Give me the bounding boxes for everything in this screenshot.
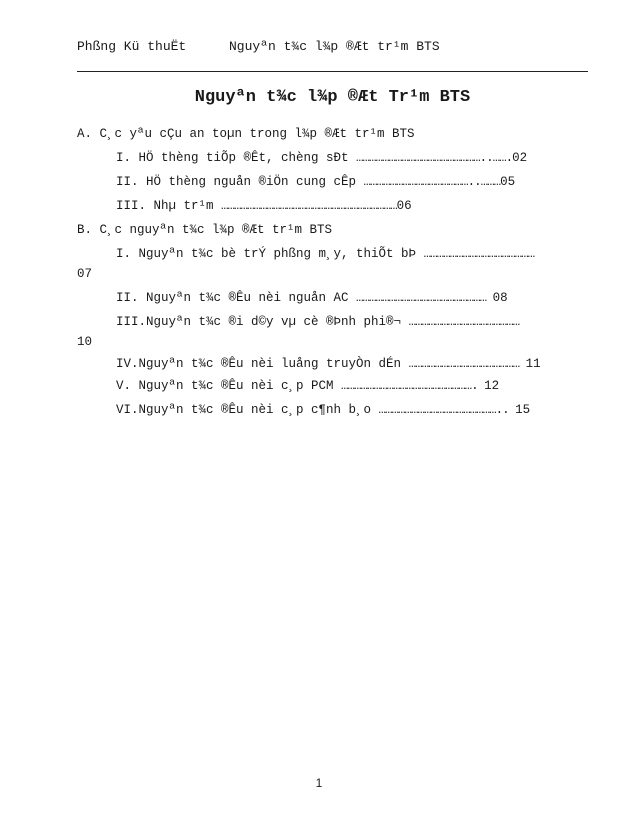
toc-entry-a2 (116, 174, 515, 190)
toc-leader: ……………………………………………………. (341, 379, 485, 393)
toc-entry-text: IV.Nguyªn t¾c ®Êu nèi luång truyÒn dÉn (116, 357, 409, 371)
toc-leader: …………………………………………… (408, 357, 526, 371)
toc-entry-text: V. Nguyªn t¾c ®Êu nèi c¸p PCM (116, 379, 342, 393)
toc-section-a: A. C¸c yªu cÇu an toµn trong l¾p ®Æt tr¹m BTS (77, 127, 415, 141)
toc-leader: …………………………………………………..……. (356, 151, 513, 165)
toc-leader: …………………………………………..……… (363, 175, 501, 189)
toc-entry-a1 (116, 150, 527, 166)
toc-leader: ……………………………………………………………………… (221, 199, 397, 213)
header-department: Phßng Kü thuËt (77, 39, 187, 54)
toc-entry-text: III. Nhµ tr¹m (116, 199, 222, 213)
toc-entry-b4 (116, 356, 541, 372)
toc-leader: …………………………………………… (408, 315, 520, 329)
toc-entry-b5 (116, 378, 499, 394)
toc-entry-b3 (116, 314, 519, 330)
toc-page-number: 07 (77, 267, 93, 281)
toc-page-number: 12 (484, 379, 500, 393)
toc-leader: …………………………………………… (423, 247, 535, 261)
toc-page-number: 02 (512, 151, 528, 165)
toc-page-number: 08 (492, 291, 508, 305)
toc-entry-text: VI.Nguyªn t¾c ®Êu nèi c¸p c¶nh b¸o (116, 403, 379, 417)
toc-page-number: 05 (500, 175, 516, 189)
toc-entry-text: II. Nguyªn t¾c ®Êu nèi nguån AC (116, 291, 357, 305)
toc-entry-a3 (116, 198, 412, 214)
toc-entry-text: I. HÖ thèng tiÕp ®Êt, chèng sÐt (116, 151, 357, 165)
toc-entry-text: III.Nguyªn t¾c ®i d©y vµ cè ®Þnh phi®¬ (116, 315, 409, 329)
document-title: Nguyªn t¾c l¾p ®Æt Tr¹m BTS (194, 88, 471, 107)
toc-entry-b1 (116, 246, 534, 262)
toc-page-number: 10 (77, 335, 93, 349)
toc-leader: …………………………………………………… (356, 291, 493, 305)
toc-entry-b2 (116, 290, 508, 306)
toc-section-b: B. C¸c nguyªn t¾c l¾p ®Æt tr¹m BTS (77, 223, 333, 237)
toc-page-number: 11 (525, 357, 541, 371)
toc-entry-text: II. HÖ thèng nguån ®iÖn cung cÊp (116, 175, 364, 189)
toc-entry-b6 (116, 402, 530, 418)
header-title: Nguyªn t¾c l¾p ®Æt tr¹m BTS (229, 39, 440, 54)
footer-page-number: 1 (315, 776, 323, 790)
toc-page-number: 06 (396, 199, 412, 213)
toc-entry-text: I. Nguyªn t¾c bè trÝ phßng m¸y, thiÕt bÞ (116, 247, 424, 261)
toc-page-number: 15 (515, 403, 531, 417)
toc-leader: ……………………………………………….. (378, 403, 516, 417)
